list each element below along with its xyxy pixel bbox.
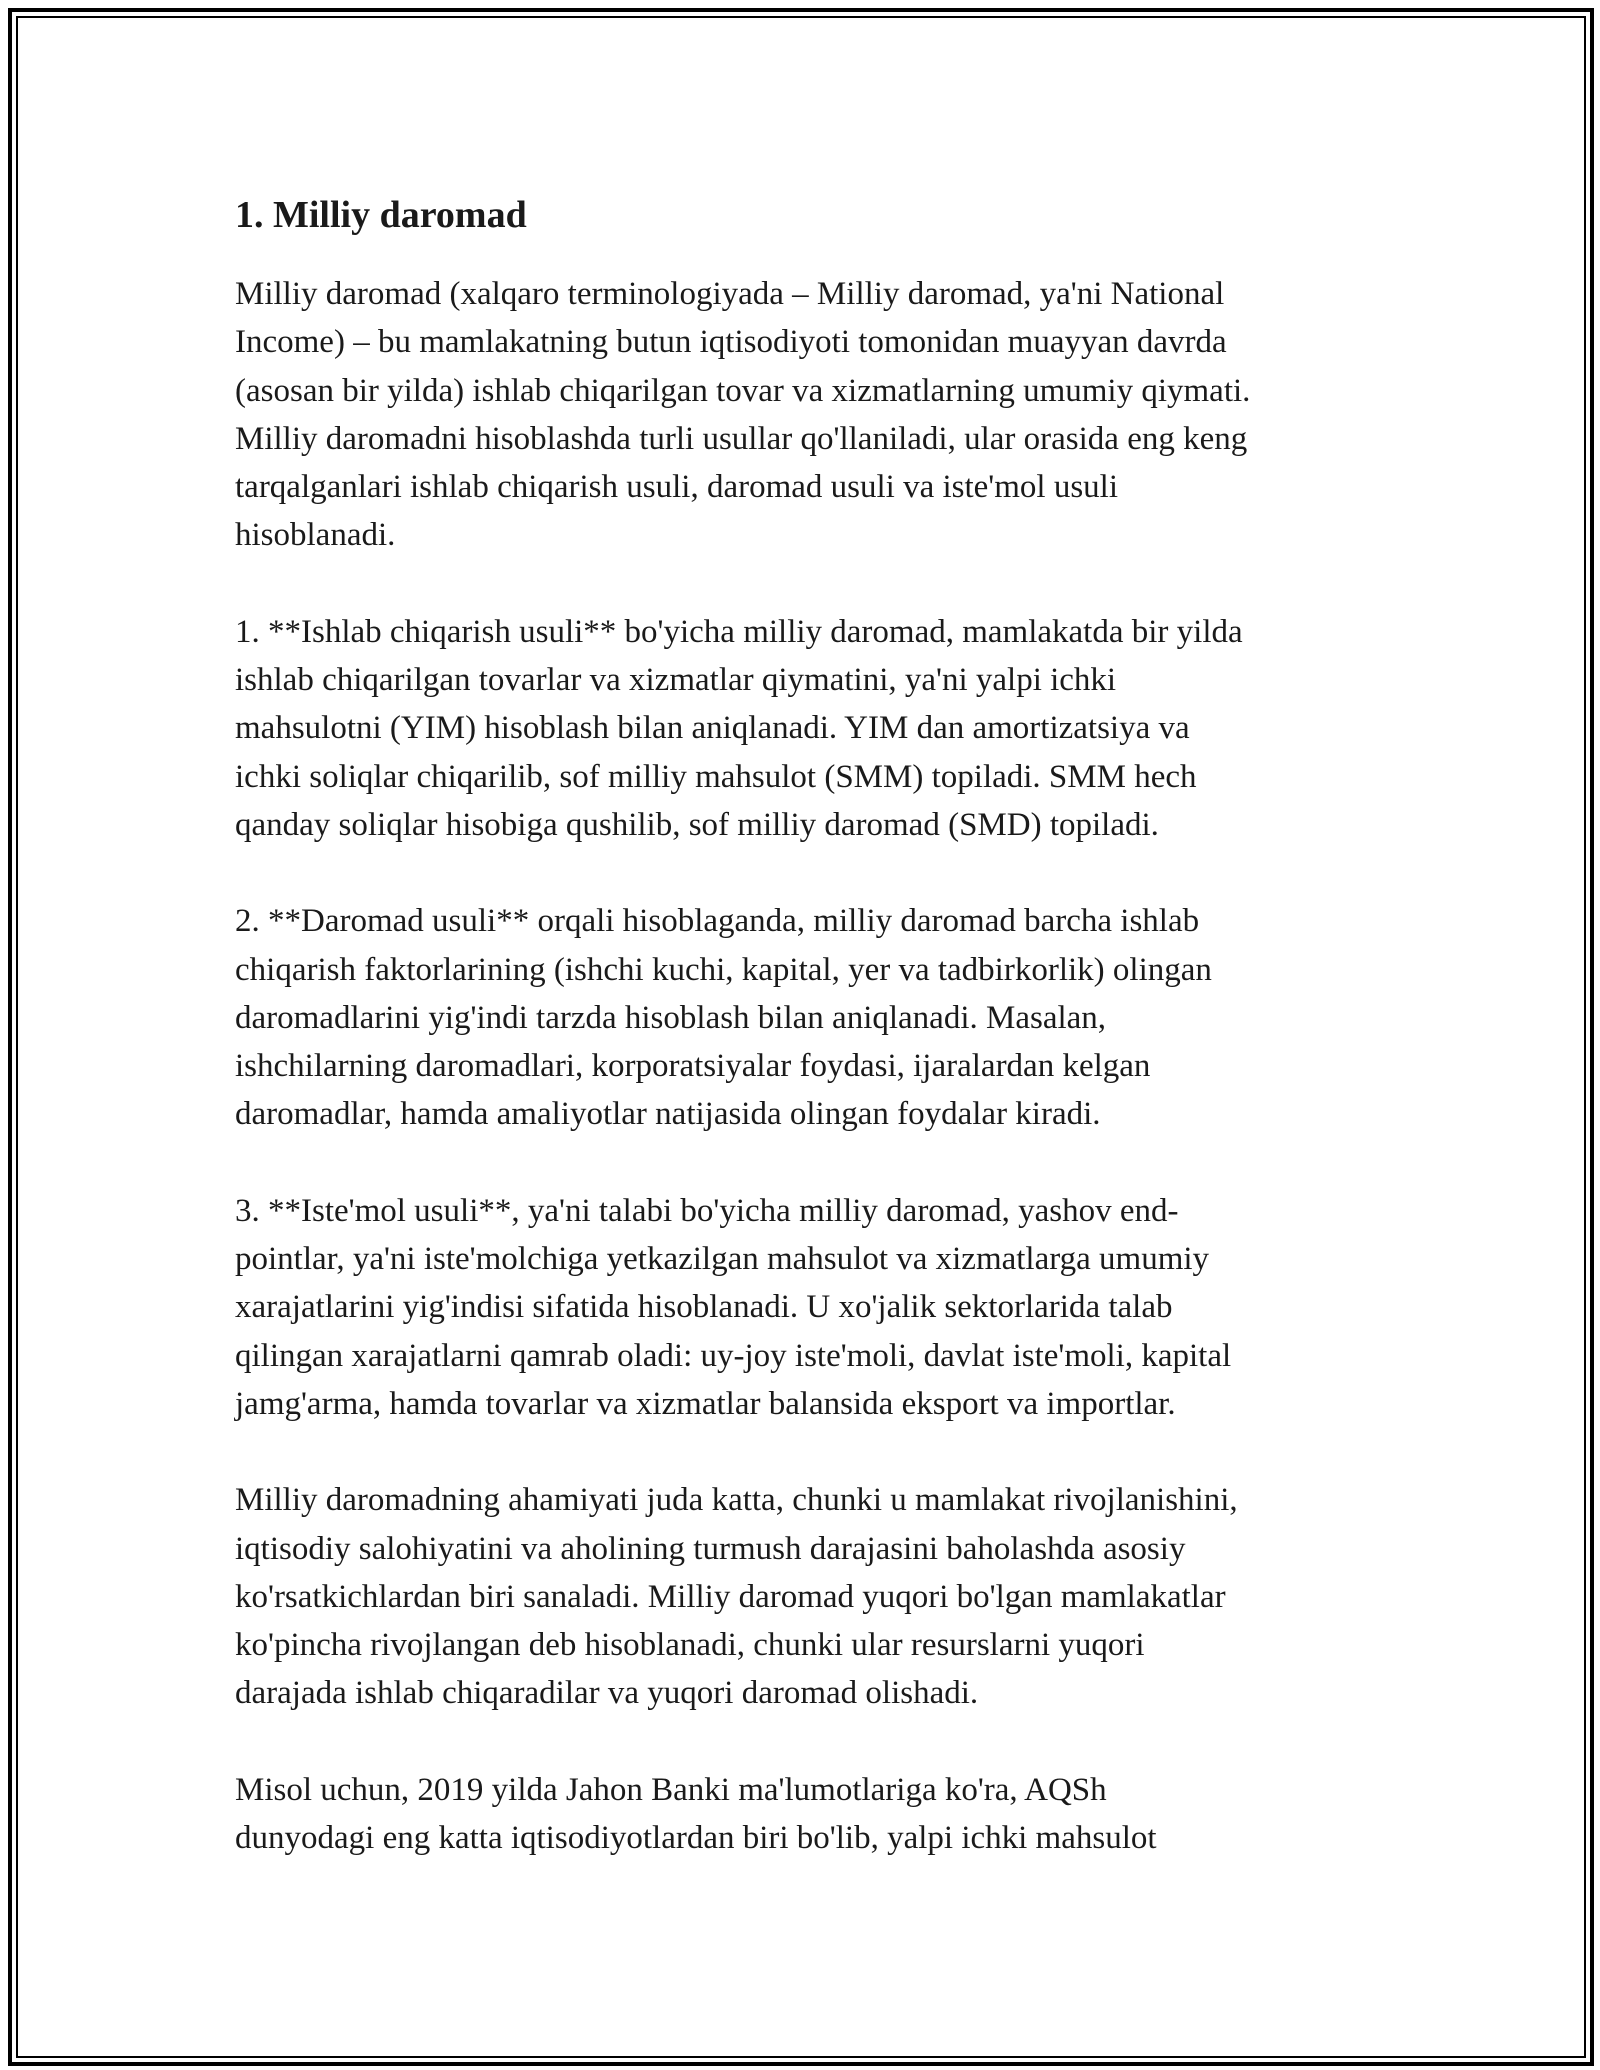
paragraph-line: Income) – bu mamlakatning butun iqtisodiyoti tomonidan muayyan davrda bbox=[235, 324, 1227, 361]
paragraph bbox=[235, 897, 1375, 1138]
paragraph-line: ko'pincha rivojlangan deb hisoblanadi, chunki ular resurslarni yuqori bbox=[235, 1627, 1145, 1664]
paragraph-line: qilingan xarajatlarni qamrab oladi: uy-joy iste'moli, davlat iste'moli, kapital bbox=[235, 1337, 1232, 1374]
paragraph-line: daromadlarini yig'indi tarzda hisoblash bilan aniqlanadi. Masalan, bbox=[235, 999, 1107, 1036]
paragraph-line: 2. **Daromad usuli** orqali hisoblaganda, milliy daromad barcha ishlab bbox=[235, 903, 1200, 940]
paragraph-line: Milliy daromad (xalqaro terminologiyada – Milliy daromad, ya'ni National bbox=[235, 276, 1225, 312]
paragraph-line: iqtisodiy salohiyatini va aholining turmush darajasini baholashda asosiy bbox=[235, 1530, 1186, 1567]
paragraph-line: Milliy daromadni hisoblashda turli usullar qo'llaniladi, ular orasida eng keng bbox=[235, 420, 1248, 457]
paragraph-line: ichki soliqlar chiqarilib, sof milliy mahsulot (SMM) topiladi. SMM hech bbox=[235, 758, 1197, 795]
paragraph-line: mahsulotni (YIM) hisoblash bilan aniqlanadi. YIM dan amortizatsiya va bbox=[235, 710, 1190, 747]
paragraph-line: daromadlar, hamda amaliyotlar natijasida olingan foydalar kiradi. bbox=[235, 1096, 1101, 1133]
paragraph bbox=[235, 1766, 1375, 1863]
paragraph-line: Misol uchun, 2019 yilda Jahon Banki ma'lumotlariga ko'ra, AQSh bbox=[235, 1771, 1107, 1808]
paragraph bbox=[235, 608, 1375, 849]
paragraph-line: qanday soliqlar hisobiga qushilib, sof milliy daromad (SMD) topiladi. bbox=[235, 806, 1159, 843]
paragraph-line: dunyodagi eng katta iqtisodiyotlardan biri bo'lib, yalpi ichki mahsulot bbox=[235, 1820, 1157, 1857]
paragraph-line: ko'rsatkichlardan biri sanaladi. Milliy daromad yuqori bo'lgan mamlakatlar bbox=[235, 1578, 1226, 1615]
paragraph bbox=[235, 270, 1375, 560]
paragraph-line: hisoblanadi. bbox=[235, 517, 396, 554]
paragraph-line: ishchilarning daromadlari, korporatsiyalar foydasi, ijaralardan kelgan bbox=[235, 1048, 1151, 1085]
paragraph-line: pointlar, ya'ni iste'molchiga yetkazilgan mahsulot va xizmatlarga umumiy bbox=[235, 1241, 1210, 1278]
document-body bbox=[235, 182, 1375, 1910]
paragraph-line: ishlab chiqarilgan tovarlar va xizmatlar qiymatini, ya'ni yalpi ichki bbox=[235, 662, 1117, 699]
paragraph-line: jamg'arma, hamda tovarlar va xizmatlar balansida eksport va importlar. bbox=[235, 1385, 1176, 1422]
paragraph-line: xarajatlarini yig'indisi sifatida hisoblanadi. U xo'jalik sektorlarida talab bbox=[235, 1289, 1173, 1326]
paragraph-list bbox=[235, 270, 1375, 1862]
paragraph-line: (asosan bir yilda) ishlab chiqarilgan tovar va xizmatlarning umumiy qiymati. bbox=[235, 372, 1251, 409]
paragraph-line: 3. **Iste'mol usuli**, ya'ni talabi bo'yicha milliy daromad, yashov end- bbox=[235, 1192, 1179, 1229]
paragraph-line: tarqalganlari ishlab chiqarish usuli, daromad usuli va iste'mol usuli bbox=[235, 469, 1119, 506]
document-title: 1. Milliy daromad bbox=[235, 194, 527, 236]
paragraph-line: Milliy daromadning ahamiyati juda katta, chunki u mamlakat rivojlanishini, bbox=[235, 1482, 1238, 1519]
paragraph-line: darajada ishlab chiqaradilar va yuqori daromad olishadi. bbox=[235, 1675, 979, 1712]
paragraph-line: 1. **Ishlab chiqarish usuli** bo'yicha milliy daromad, mamlakatda bir yilda bbox=[235, 613, 1243, 650]
paragraph bbox=[235, 1187, 1375, 1428]
paragraph-line: chiqarish faktorlarining (ishchi kuchi, kapital, yer va tadbirkorlik) olingan bbox=[235, 951, 1212, 988]
paragraph bbox=[235, 1476, 1375, 1717]
